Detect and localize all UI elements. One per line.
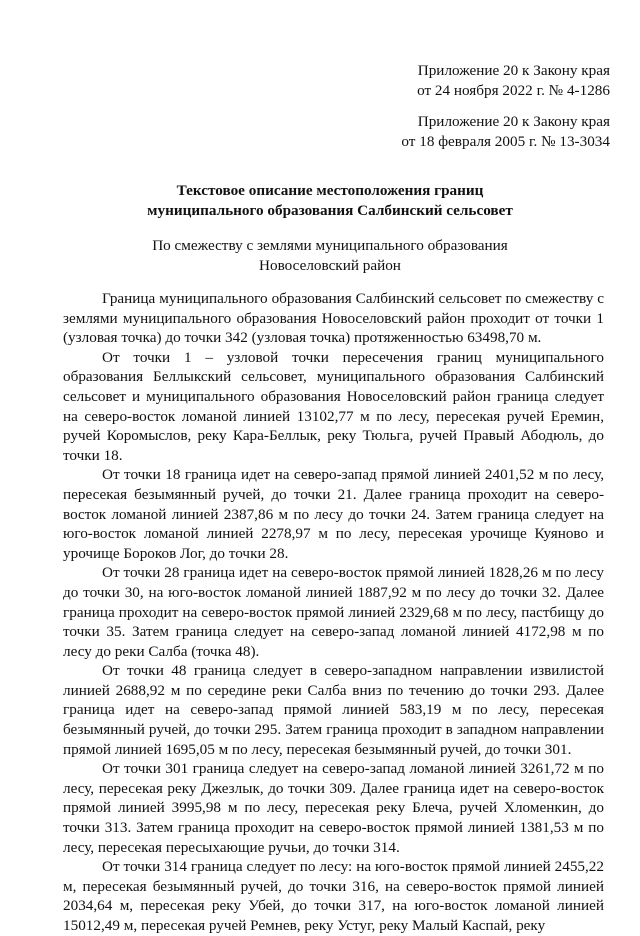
paragraph: От точки 301 граница следует на северо-запад ломаной линией 3261,72 м по лесу, пересекая реку Джезлык, до точки 309. Далее граница идет на северо-восток прямой линией 3995,98 м по лесу, пересекая реку Блеча, ручей Хломенкин, до точки 313. Затем граница проходит на северо-восток прямой линией 1381,53 м по лесу, пересекая пересыхающие ручьи, до точки 314.	[63, 760, 604, 856]
appendix-current-line-1: Приложение 20 к Закону края	[417, 62, 610, 79]
document-title-line-1: Текстовое описание местоположения границ	[176, 182, 484, 199]
section-heading-line-1: По смежеству с землями муниципального образования	[152, 237, 508, 254]
paragraph: От точки 18 граница идет на северо-запад прямой линией 2401,52 м по лесу, пересекая безымянный ручей, до точки 21. Далее граница проходит на северо-восток ломаной линией 2387,86 м по лесу до точки 24. Затем граница следует на юго-восток ломаной линией 2278,97 м по лесу, пересекая урочище Куяново и урочище Бороков Лог, до точки 28.	[63, 466, 604, 562]
paragraph: От точки 48 граница следует в северо-западном направлении извилистой линией 2688,92 м по середине реки Салба вниз по течению до точки 293. Далее граница идет на северо-запад прямой линией 583,19 м по лесу, пересекая безымянный ручей, до точки 295. Затем граница проходит в западном направлении прямой линией 1695,05 м по лесу, пересекая безымянный ручей, до точки 301.	[63, 662, 604, 758]
section-heading	[60, 236, 600, 275]
boundary-description	[63, 289, 604, 936]
paragraph: Граница муниципального образования Салбинский сельсовет по смежеству с землями муниципального образования Новоселовский район проходит от точки 1 (узловая точка) до точки 342 (узловая точка) протяженностью 63498,70 м.	[63, 290, 604, 347]
appendix-original-line-2: от 18 февраля 2005 г. № 13-3034	[401, 132, 610, 150]
paragraph: От точки 28 граница идет на северо-восток прямой линией 1828,26 м по лесу до точки 30, на юго-восток ломаной линией 1887,92 м по лесу до точки 32. Далее граница проходит на северо-восток прямой линией 2329,68 м по лесу, пастбищу до точки 35. Затем граница следует на северо-запад ломаной линией 4172,98 м по лесу до реки Салба (точка 48).	[63, 564, 604, 660]
section-heading-line-2: Новоселовский район	[259, 256, 401, 274]
appendix-reference-original	[401, 112, 610, 151]
document-title	[60, 181, 600, 220]
document-title-line-2: муниципального образования Салбинский сельсовет	[147, 201, 513, 219]
paragraph: От точки 314 граница следует по лесу: на юго-восток прямой линией 2455,22 м, пересекая безымянный ручей, до точки 316, на северо-восток прямой линией 2034,64 м, пересекая реку Убей, до точки 317, на юго-восток ломаной линией 15012,49 м, пересекая ручей Ремнев, реку Устуг, реку Малый Каспай, реку	[63, 858, 604, 934]
appendix-original-line-1: Приложение 20 к Закону края	[417, 113, 610, 130]
paragraph: От точки 1 – узловой точки пересечения границ муниципального образования Беллыкский сельсовет, муниципального образования Салбинский сельсовет и муниципального образования Новоселовский район граница следует на северо-восток ломаной линией 13102,77 м по лесу, пересекая ручей Еремин, ручей Коромыслов, реку Кара-Беллык, реку Тюльга, ручей Правый Абодюль, до точки 18.	[63, 348, 604, 464]
appendix-current-line-2: от 24 ноября 2022 г. № 4-1286	[417, 81, 610, 99]
appendix-reference-current	[417, 61, 610, 100]
